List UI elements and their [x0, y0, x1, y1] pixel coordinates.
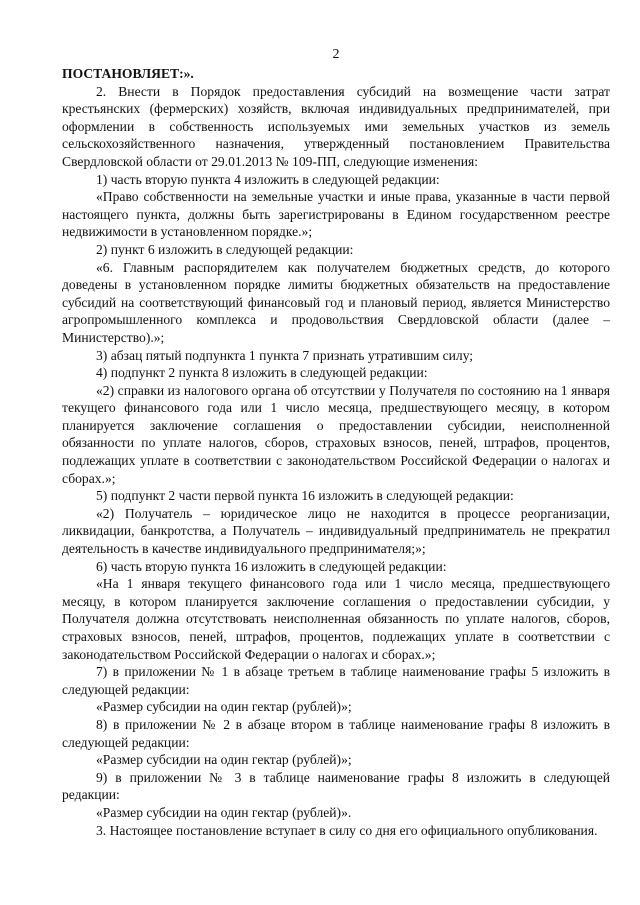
paragraph: 5) подпункт 2 части первой пункта 16 изложить в следующей редакции:	[96, 488, 514, 504]
paragraph: «Размер субсидии на один гектар (рублей)»;	[96, 752, 352, 768]
paragraph: 7) в приложении № 1 в абзаце третьем в таблице наименование графы 5 изложить в следующей редакции:	[62, 664, 610, 697]
paragraph: 6) часть вторую пункта 16 изложить в следующей редакции:	[96, 558, 447, 574]
paragraph: «Размер субсидии на один гектар (рублей)»;	[96, 699, 352, 715]
paragraph: 3. Настоящее постановление вступает в силу со дня его официального опубликования.	[96, 822, 598, 838]
paragraph: 2. Внести в Порядок предоставления субсидий на возмещение части затрат крестьянских (фермерских) хозяйств, включая индивидуальных предпринимателей, при оформлении в собственность используемых ими земельных участков из земель сельскохозяйственного назначения, утвержденный постановлением Правительства Свердловской области от 29.01.2013 № 109-ПП, следующие изменения:	[62, 83, 610, 169]
paragraph: «Размер субсидии на один гектар (рублей)».	[96, 804, 352, 820]
paragraph: «2) Получатель – юридическое лицо не находится в процессе реорганизации, ликвидации, банкротства, а Получатель – индивидуальный предприниматель не прекратил деятельность в качестве индивидуального предпринимателя;»;	[62, 505, 610, 557]
page-number: 2	[332, 47, 340, 62]
paragraph: 8) в приложении № 2 в абзаце втором в таблице наименование графы 8 изложить в следующей редакции:	[62, 716, 610, 750]
paragraph: «Право собственности на земельные участки и иные права, указанные в части первой настоящего пункта, должны быть зарегистрированы в Едином государственном реестре недвижимости в установленном порядке.»;	[62, 189, 610, 240]
paragraph: «6. Главным распорядителем как получателем бюджетных средств, до которого доведены в установленном порядке лимиты бюджетных обязательств на предоставление субсидий на соответствующий финансовый год и плановый период, является Министерство агропромышленного комплекса и продовольствия Свердловской области (далее – Министерство).»;	[62, 259, 610, 345]
paragraph: «2) справки из налогового органа об отсутствии у Получателя по состоянию на 1 января текущего финансового года или 1 число месяца, предшествующего месяцу, в котором планируется заключение соглашения о предоставлении субсидии, неисполненной обязанности по уплате налогов, сборов, страховых взносов, пеней, штрафов, процентов, подлежащих уплате в соответствии с законодательством Российской Федерации о налогах и сборах.»;	[62, 382, 610, 486]
resolves-heading: ПОСТАНОВЛЯЕТ:».	[62, 66, 194, 81]
paragraph: 3) абзац пятый подпункта 1 пункта 7 признать утратившим силу;	[96, 347, 474, 363]
paragraph: 9) в приложении № 3 в таблице наименование графы 8 изложить в следующей редакции:	[62, 769, 610, 803]
paragraph: «На 1 января текущего финансового года или 1 число месяца, предшествующего месяцу, в котором планируется заключение соглашения о предоставлении субсидии, у Получателя должна отсутствовать неисполненная обязанность по уплате налогов, сборов, страховых взносов, пеней, штрафов, процентов, подлежащих уплате в соответствии с законодательством Российской Федерации о налогах и сборах.»;	[62, 576, 610, 662]
document-body	[62, 65, 610, 839]
paragraph: 2) пункт 6 изложить в следующей редакции:	[96, 241, 354, 257]
paragraph: 4) подпункт 2 пункта 8 изложить в следующей редакции:	[96, 365, 428, 381]
paragraph: 1) часть вторую пункта 4 изложить в следующей редакции:	[96, 171, 440, 187]
